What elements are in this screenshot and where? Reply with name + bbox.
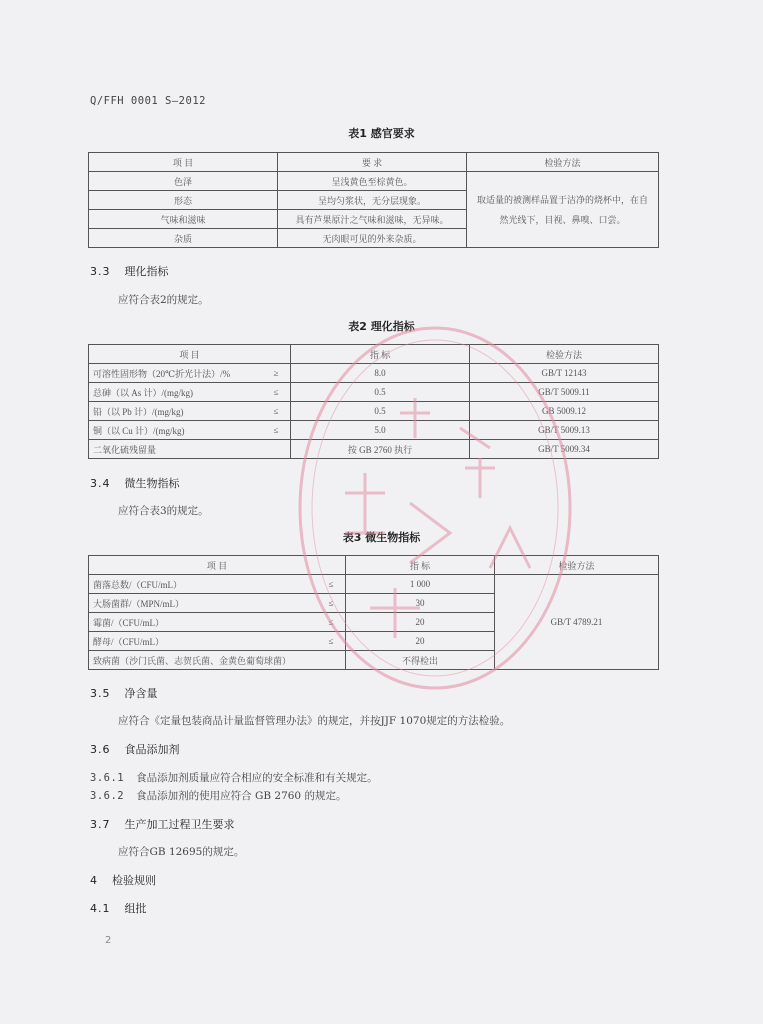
table-cell: 8.0	[291, 364, 470, 383]
table1-sensory	[88, 152, 659, 248]
section-title: 生产加工过程卫生要求	[124, 818, 235, 831]
section-number: 4	[90, 874, 98, 887]
table-cell: 呈均匀浆状，无分层现象。	[278, 191, 467, 210]
section-number: 3.5	[90, 687, 111, 700]
table-row	[89, 575, 659, 594]
table-header-cell: 要 求	[278, 153, 467, 172]
table-cell: 霉菌/（CFU/mL）	[89, 613, 318, 632]
table-row	[89, 172, 659, 191]
table-cell: GB/T 12143	[470, 364, 659, 383]
section-title: 理化指标	[124, 265, 169, 278]
section-number: 3.3	[90, 265, 111, 278]
table-row	[89, 402, 659, 421]
table-cell: 30	[346, 594, 495, 613]
table-cell: 大肠菌群/（MPN/mL）	[89, 594, 318, 613]
table-cell: 铅（以 Pb 计）/(mg/kg)	[89, 402, 263, 421]
table-cell: 形态	[89, 191, 278, 210]
section-title: 组批	[124, 902, 147, 915]
table-cell: 杂质	[89, 229, 278, 248]
table-header-row	[89, 153, 659, 172]
table-cell: 0.5	[291, 402, 470, 421]
section-number: 3.4	[90, 477, 111, 490]
table-cell: 二氧化硫残留量	[89, 440, 263, 459]
section-number: 4.1	[90, 902, 111, 915]
table-row	[89, 421, 659, 440]
table-cell: 1 000	[346, 575, 495, 594]
table-cell-method: GB/T 4789.21	[495, 575, 659, 670]
section-number: 3.6.1	[90, 772, 125, 784]
section-text: 食品添加剂质量应符合相应的安全标准和有关规定。	[136, 772, 378, 784]
section-4-1-heading	[90, 900, 147, 916]
standard-code: Q/FFH 0001 S—2012	[90, 95, 206, 107]
table-cell: GB/T 5009.13	[470, 421, 659, 440]
section-text: 食品添加剂的使用应符合 GB 2760 的规定。	[136, 790, 347, 802]
table-row	[89, 440, 659, 459]
section-3-5-heading	[90, 685, 158, 701]
table-cell-op: ≤	[262, 421, 291, 440]
section-3-3-text: 应符合表2的规定。	[118, 294, 209, 306]
table-cell: 酵母/（CFU/mL）	[89, 632, 318, 651]
page-number: 2	[105, 935, 112, 946]
section-3-4-heading	[90, 475, 180, 491]
table-header-row	[89, 345, 659, 364]
table-header-cell: 指 标	[291, 345, 470, 364]
section-3-6-1	[90, 770, 378, 785]
table-cell: 不得检出	[346, 651, 495, 670]
table-cell-op: ≤	[262, 402, 291, 421]
section-3-5-text: 应符合《定量包装商品计量监督管理办法》的规定，并按JJF 1070规定的方法检验。	[118, 715, 511, 727]
table2-caption: 表2 理化指标	[348, 320, 415, 333]
table3-microbial	[88, 555, 659, 670]
section-title: 微生物指标	[124, 477, 180, 490]
table-cell: 致病菌（沙门氏菌、志贺氏菌、金黄色葡萄球菌）	[89, 651, 318, 670]
table-header-cell: 项 目	[89, 153, 278, 172]
table-header-cell: 检验方法	[495, 556, 659, 575]
table-row	[89, 383, 659, 402]
table-cell-op: ≤	[317, 594, 346, 613]
table-cell-op: ≥	[262, 364, 291, 383]
section-number: 3.6.2	[90, 790, 125, 802]
table-cell-op: ≤	[317, 575, 346, 594]
table-header-cell: 项 目	[89, 345, 291, 364]
table-cell-op	[262, 440, 291, 459]
section-number: 3.7	[90, 818, 111, 831]
table-cell: 气味和滋味	[89, 210, 278, 229]
table-cell: 5.0	[291, 421, 470, 440]
table-header-row	[89, 556, 659, 575]
table-header-cell: 检验方法	[467, 153, 659, 172]
section-3-3-heading	[90, 263, 169, 279]
table-cell-op: ≤	[317, 613, 346, 632]
table-cell: 菌落总数/（CFU/mL）	[89, 575, 318, 594]
section-number: 3.6	[90, 743, 111, 756]
table-header-cell: 检验方法	[470, 345, 659, 364]
table-cell: 总砷（以 As 计）/(mg/kg)	[89, 383, 263, 402]
table-cell: 铜（以 Cu 计）/(mg/kg)	[89, 421, 263, 440]
section-title: 检验规则	[112, 874, 156, 887]
table1-caption: 表1 感官要求	[348, 127, 415, 140]
table3-caption: 表3 微生物指标	[342, 531, 421, 544]
table-cell: GB/T 5009.11	[470, 383, 659, 402]
table-header-cell: 指 标	[346, 556, 495, 575]
table-cell: GB/T 5009.34	[470, 440, 659, 459]
table-cell-op: ≤	[262, 383, 291, 402]
section-3-6-heading	[90, 741, 180, 757]
table-cell: 可溶性固形物（20℃折光计法）/%	[89, 364, 263, 383]
section-3-4-text: 应符合表3的规定。	[118, 505, 209, 517]
table-header-cell: 项 目	[89, 556, 346, 575]
table-cell-op: ≤	[317, 632, 346, 651]
section-4-heading	[90, 872, 156, 888]
table-cell: GB 5009.12	[470, 402, 659, 421]
table-cell: 色泽	[89, 172, 278, 191]
table-cell: 20	[346, 613, 495, 632]
table-row	[89, 364, 659, 383]
section-3-7-text: 应符合GB 12695的规定。	[118, 846, 245, 858]
section-title: 净含量	[124, 687, 158, 700]
table-cell-method: 取适量的被测样品置于洁净的烧杯中，在自然光线下，目视、鼻嗅、口尝。	[467, 172, 659, 248]
section-3-7-heading	[90, 816, 235, 832]
table2-physicochemical	[88, 344, 659, 459]
table-cell-op	[317, 651, 346, 670]
table-cell: 呈浅黄色至棕黄色。	[278, 172, 467, 191]
section-3-6-2	[90, 788, 346, 803]
section-title: 食品添加剂	[124, 743, 180, 756]
table-cell: 具有芦果原汁之气味和滋味，无异味。	[278, 210, 467, 229]
table-cell: 按 GB 2760 执行	[291, 440, 470, 459]
table-cell: 0.5	[291, 383, 470, 402]
table-cell: 20	[346, 632, 495, 651]
table-cell: 无肉眼可见的外来杂质。	[278, 229, 467, 248]
